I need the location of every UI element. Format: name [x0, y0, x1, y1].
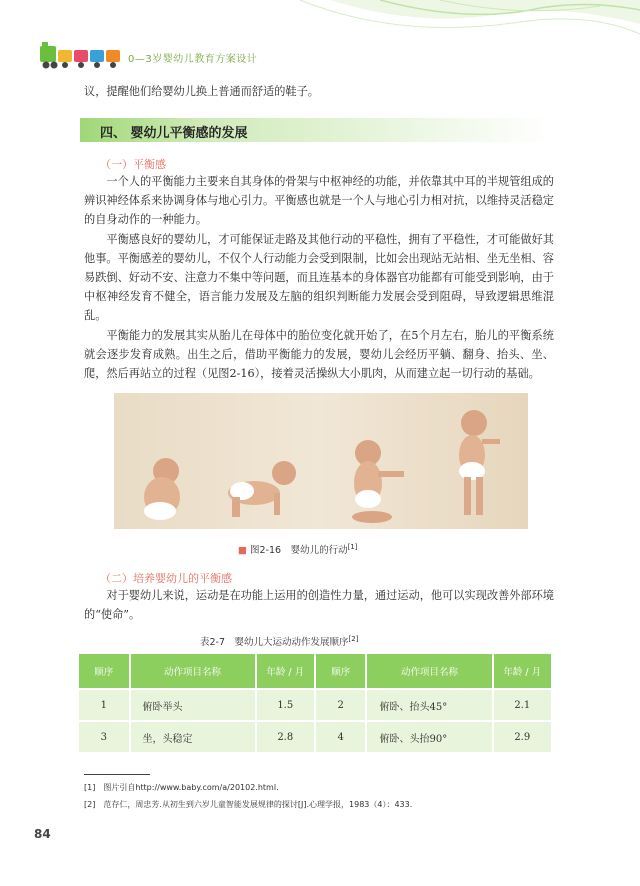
paragraph: 平衡感良好的婴幼儿，才可能保证走路及其他行动的平稳性，拥有了平稳性，才可能做好其他事。平衡感差的婴幼儿，不仅个人行动能力会受到限制，比如会出现站无站相、坐无坐相、容易跌倒、好动不安、注意力不集中等问题，而且连基本的身体器官功能都有可能受到影响，由于中枢神经发育不健全，语言能力发展及左脑的组织判断能力发展会受到阻碍，导致逻辑思维混乱。 — [84, 232, 554, 323]
table-header-cell: 顺序 — [315, 654, 367, 689]
table-cell: 俯卧、抬头45° — [366, 689, 492, 721]
footnote: [2] 范存仁，周忠芳.从初生到六岁儿童智能发展规律的探讨[J].心理学报，1983（4）：433. — [84, 800, 413, 809]
table-cell: 2.8 — [256, 721, 315, 752]
footnote-divider — [84, 774, 150, 775]
table-caption-text: 表2-7 婴幼儿大运动动作发展顺序 — [200, 637, 349, 648]
figure-caption-text: 图2-16 婴幼儿的行动 — [250, 545, 348, 556]
table-row — [79, 689, 551, 721]
carryover-text: 议，提醒他们给婴幼儿换上普通而舒适的鞋子。 — [84, 85, 319, 98]
table-header-row — [79, 654, 551, 689]
section-title: 四、 婴幼儿平衡感的发展 — [100, 126, 248, 141]
table-cell: 2.1 — [493, 689, 551, 721]
table-cell: 1.5 — [256, 689, 315, 721]
table-caption — [200, 634, 358, 648]
table-header-cell: 年龄 / 月 — [493, 654, 551, 689]
table-header-cell: 动作项目名称 — [366, 654, 492, 689]
paragraph: 平衡能力的发展其实从胎儿在母体中的胎位变化就开始了，在5个月左右，胎儿的平衡系统就会逐步发育成熟。出生之后，借助平衡能力的发展，婴幼儿会经历平躺、翻身、抬头、坐、爬，然后再站立的过程（见图2-16），接着灵活操纵大小肌肉，从而建立起一切行动的基础。 — [84, 328, 554, 381]
footnote: [1] 图片引自http://www.baby.com/a/20102.html. — [84, 783, 279, 792]
motor-development-table — [79, 654, 551, 752]
table-cell: 4 — [315, 721, 367, 752]
figure-caption — [238, 542, 358, 556]
paragraph-block — [84, 586, 554, 624]
table-cell: 3 — [79, 721, 130, 752]
table-cell: 1 — [79, 689, 130, 721]
caption-marker-icon: ■ — [238, 545, 247, 556]
subsection-heading: （一）平衡感 — [100, 158, 166, 171]
paragraph-block — [84, 172, 554, 383]
table-cell: 2.9 — [493, 721, 551, 752]
table-header-cell: 年龄 / 月 — [256, 654, 315, 689]
table-cell: 俯卧、头抬90° — [366, 721, 492, 752]
table-cell: 坐，头稳定 — [130, 721, 256, 752]
subsection-heading: （二）培养婴幼儿的平衡感 — [100, 572, 232, 585]
paragraph: 对于婴幼儿来说，运动是在功能上运用的创造性力量，通过运动，他可以实现改善外部环境的“使命”。 — [84, 589, 554, 622]
paragraph: 一个人的平衡能力主要来自其身体的骨架与中枢神经的功能，并依靠其中耳的半规管组成的辨识神经体系来协调身体与地心引力。平衡感也就是一个人与地心引力相对抗，以维持灵活稳定的自身动作的一种能力。 — [84, 175, 554, 227]
table-row — [79, 721, 551, 752]
table-caption-ref: [2] — [348, 634, 359, 643]
train-logo-icon — [38, 40, 124, 70]
table-cell: 2 — [315, 689, 367, 721]
table-cell: 俯卧举头 — [130, 689, 256, 721]
header-title: 0—3岁婴幼儿教育方案设计 — [128, 54, 258, 65]
table-header-cell: 顺序 — [79, 654, 130, 689]
table-header-cell: 动作项目名称 — [130, 654, 256, 689]
babies-development-photo — [114, 393, 528, 529]
figure-caption-ref: [1] — [347, 542, 358, 551]
page-number: 84 — [34, 827, 51, 841]
